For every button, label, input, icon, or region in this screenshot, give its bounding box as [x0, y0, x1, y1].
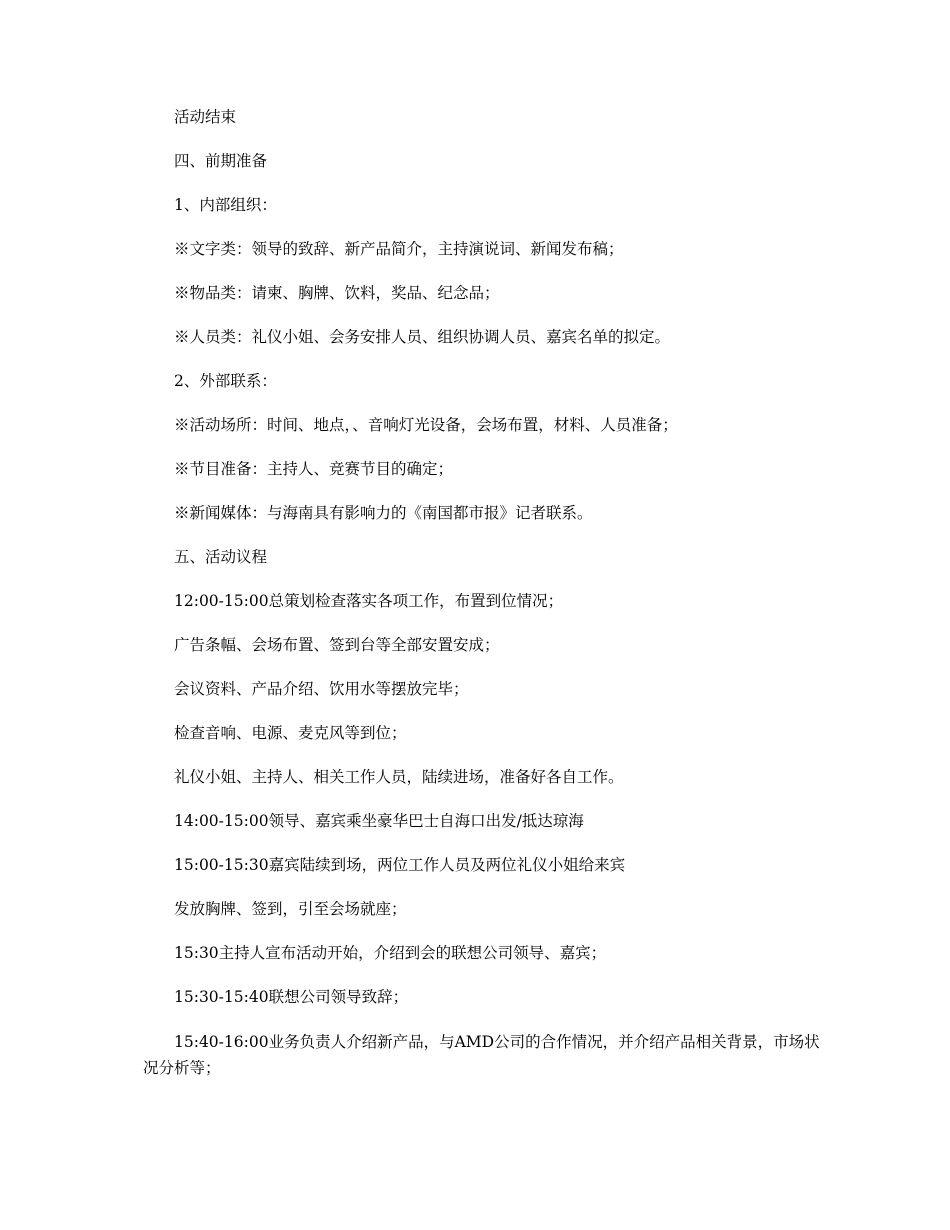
- section-heading-agenda: 五、活动议程: [174, 548, 268, 566]
- subheading-external-contacts: 2、外部联系：: [174, 372, 277, 390]
- agenda-item: 会议资料、产品介绍、饮用水等摆放完毕；: [174, 680, 469, 698]
- list-item-personnel: ※人员类：礼仪小姐、会务安排人员、组织协调人员、嘉宾名单的拟定。: [174, 328, 671, 346]
- list-item-venue: ※活动场所：时间、地点，、音响灯光设备，会场布置，材料、人员准备；: [174, 416, 678, 434]
- agenda-item: 15:40-16:00业务负责人介绍新产品，与AMD公司的合作情况，并介绍产品相关背景，市场状况分析等；: [143, 1033, 820, 1077]
- agenda-item: 15:30-15:40联想公司领导致辞；: [174, 988, 409, 1006]
- agenda-item: 15:00-15:30嘉宾陆续到场，两位工作人员及两位礼仪小姐给来宾: [174, 856, 626, 874]
- agenda-item: 检查音响、电源、麦克风等到位；: [174, 724, 407, 742]
- agenda-item: 发放胸牌、签到，引至会场就座；: [174, 900, 407, 918]
- list-item-media: ※新闻媒体：与海南具有影响力的《南国都市报》记者联系。: [174, 504, 593, 522]
- agenda-item: 12:00-15:00总策划检查落实各项工作，布置到位情况；: [174, 592, 564, 610]
- paragraph-activity-end: 活动结束: [174, 108, 237, 126]
- list-item-text-materials: ※文字类：领导的致辞、新产品简介，主持演说词、新闻发布稿；: [174, 240, 624, 258]
- agenda-item: 15:30主持人宣布活动开始，介绍到会的联想公司领导、嘉宾；: [174, 944, 607, 962]
- list-item-program: ※节目准备：主持人、竞赛节目的确定；: [174, 460, 454, 478]
- list-item-supplies: ※物品类：请柬、胸牌、饮料，奖品、纪念品；: [174, 284, 500, 302]
- agenda-item: 礼仪小姐、主持人、相关工作人员，陆续进场，准备好各自工作。: [174, 768, 624, 786]
- section-heading-preparation: 四、前期准备: [174, 152, 268, 170]
- subheading-internal-organization: 1、内部组织：: [174, 196, 277, 214]
- agenda-item: 广告条幅、会场布置、签到台等全部安置安成；: [174, 636, 500, 654]
- agenda-item: 14:00-15:00领导、嘉宾乘坐豪华巴士自海口出发/抵达琼海: [174, 812, 584, 830]
- document-body: [143, 105, 828, 1101]
